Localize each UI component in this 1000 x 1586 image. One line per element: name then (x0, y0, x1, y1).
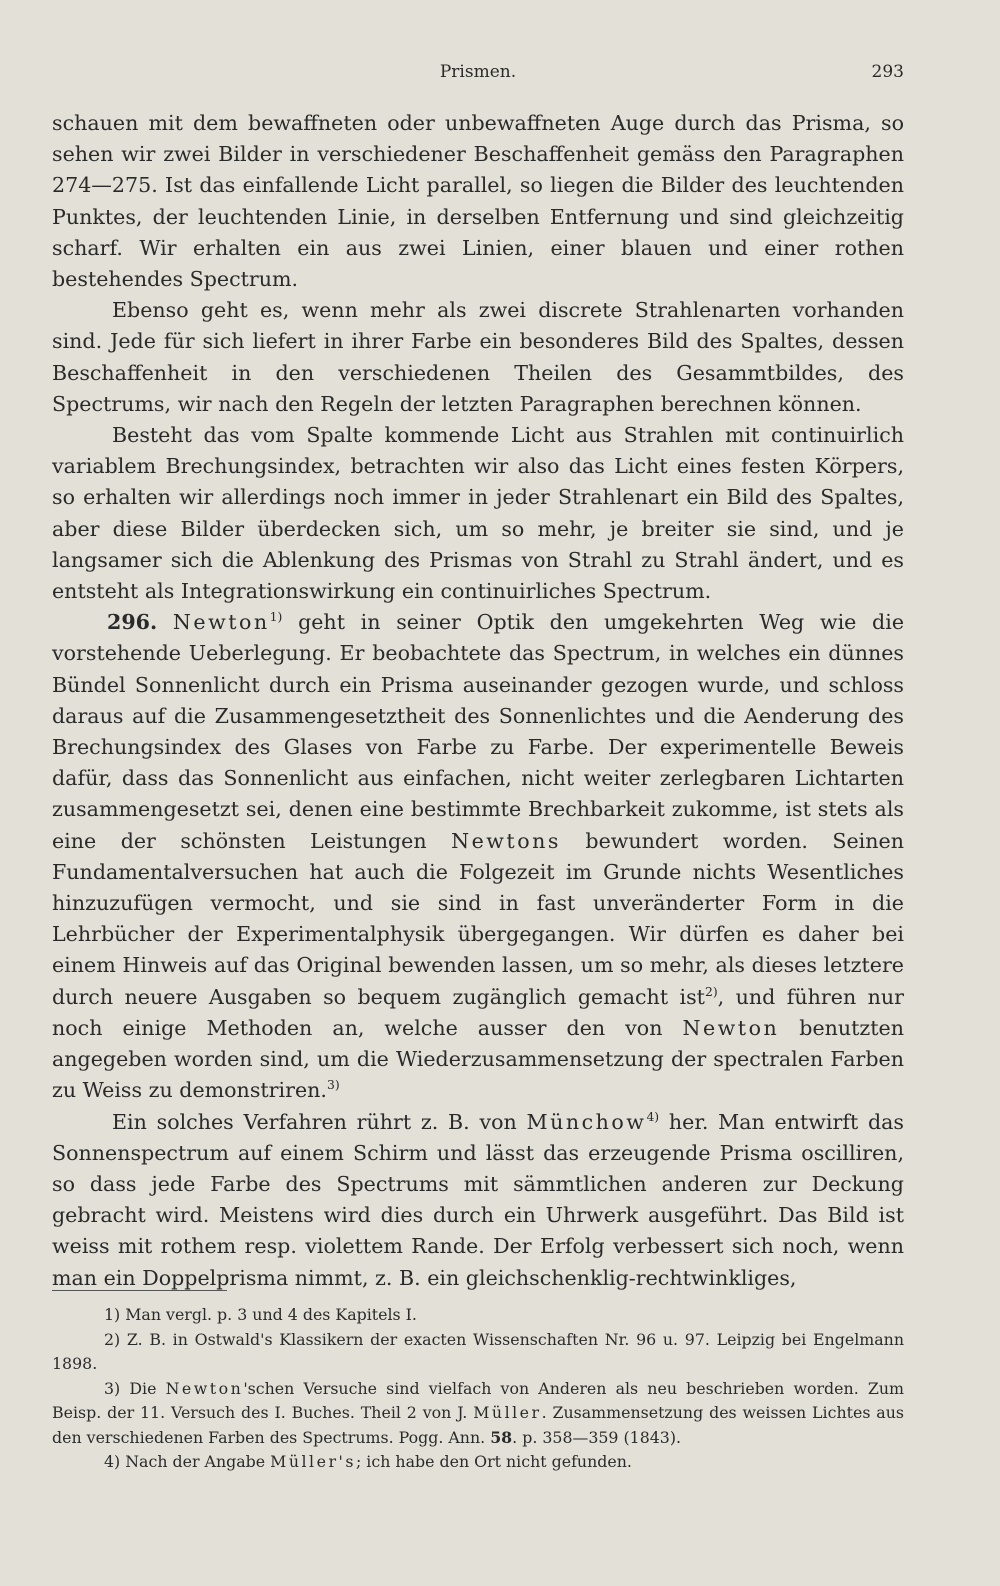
main-text (52, 108, 904, 1294)
section-296-paragraph (52, 607, 904, 1106)
text-run: her. Man entwirft das Sonnenspectrum auf einem Schirm und lässt das erzeugende Prisma oscilliren, so dass jede Farbe des Spectrums mit sämmtlichen anderen zur Deckung gebracht wird. Meistens wird dies durch ein Uhrwerk ausgeführt. Das Bild ist weiss mit rothem resp. violettem Rande. Der Erfolg verbessert sich noch, wenn man ein Doppelprisma nimmt, z. B. ein gleichschenklig-rechtwinkliges, (52, 1109, 904, 1290)
text-run: bewundert worden. Seinen Fundamentalversuchen hat auch die Folgezeit im Grunde nichts Wesentliches hinzuzufügen vermocht, und sie sind in fast unveränderter Form in die Lehrbücher der Experimentalphysik übergegangen. Wir dürfen es daher bei einem Hinweis auf das Original bewenden lassen, um so mehr, als dieses letztere durch neuere Ausgaben so bequem zugänglich gemacht ist (52, 828, 904, 1009)
paragraph: schauen mit dem bewaffneten oder unbewaffneten Auge durch das Prisma, so sehen wir zwei Bilder in verschiedener Beschaffenheit gemäss den Paragraphen 274—275. Ist das einfallende Licht parallel, so liegen die Bilder des leuchtenden Punktes, der leuchtenden Linie, in derselben Entfernung und sind gleichzeitig scharf. Wir erhalten ein aus zwei Linien, einer blauen und einer rothen bestehendes Spectrum. (52, 111, 904, 292)
volume-number: 58 (490, 1427, 513, 1447)
footnote-4 (52, 1450, 904, 1475)
footnote-2: 2) Z. B. in Ostwald's Klassikern der exacten Wissenschaften Nr. 96 u. 97. Leipzig bei Engelmann 1898. (52, 1329, 904, 1373)
author-name: Newton (172, 610, 270, 635)
page-header (52, 62, 904, 88)
text-run: geht in seiner Optik den umgekehrten Weg wie die vorstehende Ueberlegung. Er beobachtete das Spectrum, in welches ein dünnes Bündel Sonnenlicht durch ein Prisma auseinander gezogen wurde, und schloss daraus auf die Zusammengesetztheit des Sonnenlichtes und die Aenderung des Brechungsindex des Glases von Farbe zu Farbe. Der experimentelle Beweis dafür, dass das Sonnenlicht aus einfachen, nicht weiter zerlegbaren Lichtarten zusammengesetzt sei, denen eine bestimmte Brechbarkeit zukomme, ist stets als eine der schönsten Leistungen (52, 610, 905, 853)
author-name: Newton (165, 1378, 244, 1398)
page-number: 293 (871, 62, 904, 82)
author-name: Newton (682, 1015, 780, 1040)
text-run: Ein solches Verfahren rührt z. B. von (112, 1109, 527, 1134)
author-name: Müller (473, 1403, 542, 1422)
footnote-1: 1) Man vergl. p. 3 und 4 des Kapitels I. (104, 1305, 417, 1324)
footnote-ref: 1) (269, 610, 283, 625)
text-run: ; ich habe den Ort nicht gefunden. (355, 1452, 632, 1471)
text-run: . Zusammensetzung des weissen Lichtes aus den verschiedenen Farben des Spectrums. Pogg. Ann. (52, 1403, 904, 1447)
paragraph: Besteht das vom Spalte kommende Licht aus Strahlen mit continuirlich variablem Brechungsindex, betrachten wir also das Licht eines festen Körpers, so erhalten wir allerdings noch immer in jeder Strahlenart ein Bild des Spaltes, aber diese Bilder überdecken sich, um so mehr, je breiter sie sind, und je langsamer sich die Ablenkung des Prismas von Strahl zu Strahl ändert, und es entsteht als Integrationswirkung ein continuirliches Spectrum. (52, 423, 904, 604)
text-run: 3) Die (104, 1378, 166, 1398)
text-run: . p. 358—359 (1843). (512, 1427, 682, 1447)
text-run: , und führen nur noch einige Methoden an, welche ausser den von (52, 984, 904, 1040)
footnote-ref: 2) (704, 984, 718, 999)
paragraph (52, 1107, 904, 1294)
paragraph: Ebenso geht es, wenn mehr als zwei discrete Strahlenarten vorhanden sind. Jede für sich liefert in ihrer Farbe ein besonderes Bild des Spaltes, dessen Beschaffenheit in den verschiedenen Theilen des Gesammtbildes, des Spectrums, wir nach den Regeln der letzten Paragraphen berechnen können. (52, 298, 904, 416)
footnote-ref: 4) (646, 1109, 660, 1124)
author-name: Newtons (451, 828, 561, 853)
text-run: 'schen Versuche sind vielfach von Anderen als neu beschrieben worden. Zum Beisp. der 11. Versuch des I. Buches. Theil 2 von J. (52, 1378, 904, 1422)
footnote-3 (52, 1377, 904, 1451)
running-title: Prismen. (439, 62, 517, 82)
footnote-ref: 3) (326, 1078, 340, 1093)
author-name: Münchow (526, 1109, 647, 1134)
section-number: 296. (107, 610, 158, 635)
author-name: Müller's (270, 1452, 356, 1471)
footnote-rule (52, 1290, 227, 1291)
text-run: 4) Nach der Angabe (104, 1452, 271, 1471)
footnotes (52, 1303, 904, 1475)
text-run: benutzten angegeben worden sind, um die Wiederzusammensetzung der spectralen Farben zu Weiss zu demonstriren. (52, 1015, 905, 1103)
